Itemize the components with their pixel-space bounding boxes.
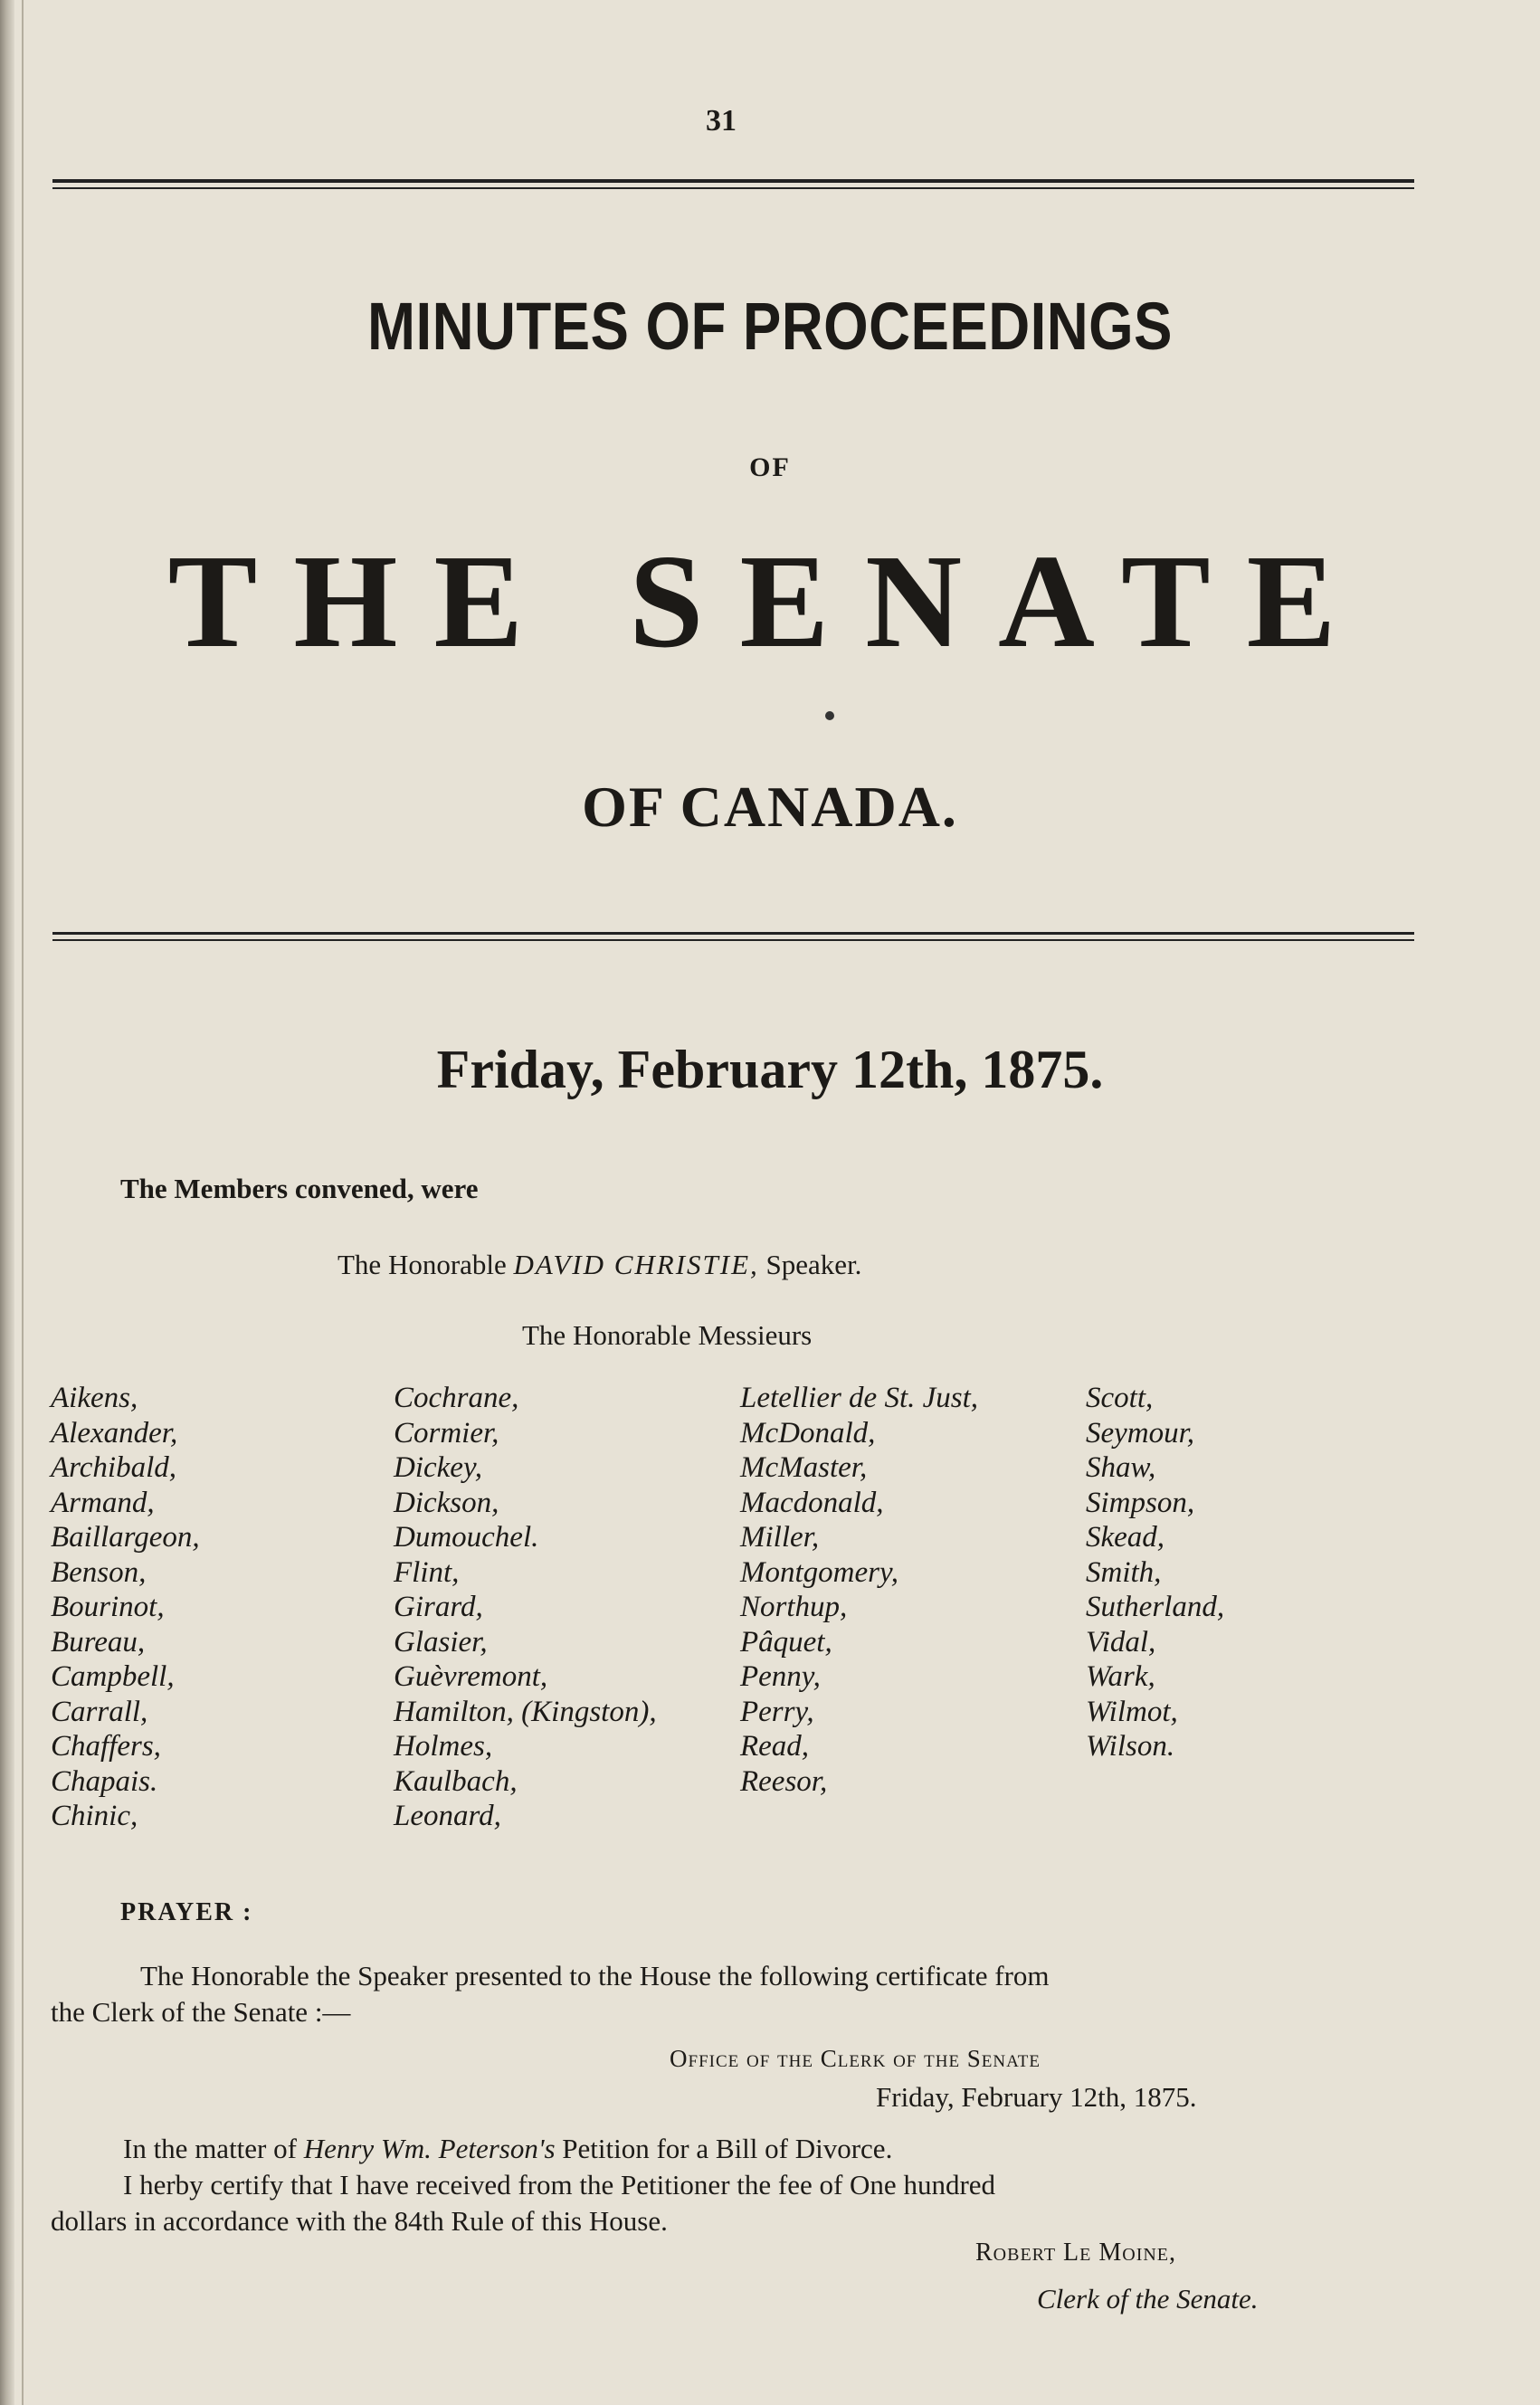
matter-line xyxy=(123,2130,892,2168)
member-name: Perry, xyxy=(740,1695,814,1728)
member-name: Hamilton, (Kingston), xyxy=(394,1695,657,1728)
member-name: Penny, xyxy=(740,1660,821,1693)
member-name: Cormier, xyxy=(394,1416,499,1450)
certify-line-2: dollars in accordance with the 84th Rule of this House. xyxy=(51,2205,668,2237)
top-rule-thin xyxy=(52,187,1414,189)
middle-rule-thin xyxy=(52,939,1414,941)
member-name: Flint, xyxy=(394,1555,460,1589)
member-name: Kaulbach, xyxy=(394,1764,518,1798)
member-name: Dickey, xyxy=(394,1451,483,1484)
member-name: Vidal, xyxy=(1086,1625,1156,1659)
matter-suffix: Petition for a Bill of Divorce. xyxy=(562,2133,893,2164)
ornament-dot xyxy=(825,711,834,720)
certify-line-1: I herby certify that I have received from the Petitioner the fee of One hundred xyxy=(123,2169,996,2201)
speaker-line xyxy=(337,1246,861,1284)
member-name: Chaffers, xyxy=(51,1730,161,1763)
member-name: Benson, xyxy=(51,1555,147,1589)
title-the-senate: THE SENATE xyxy=(167,528,1373,676)
members-column-4 xyxy=(1086,1381,1224,1764)
member-name: Bureau, xyxy=(51,1625,146,1659)
member-name: Chapais. xyxy=(51,1764,158,1798)
member-name: Girard, xyxy=(394,1591,483,1623)
member-name: Read, xyxy=(740,1730,810,1763)
speaker-prefix: The Honorable xyxy=(337,1249,507,1280)
members-column-1 xyxy=(51,1381,200,1834)
member-name: Carrall, xyxy=(51,1695,148,1728)
speaker-name: DAVID CHRISTIE, xyxy=(513,1249,759,1280)
matter-prefix: In the matter of xyxy=(123,2133,297,2164)
member-name: Armand, xyxy=(51,1486,155,1519)
book-spine-shadow xyxy=(0,0,14,2405)
page-number: 31 xyxy=(706,104,737,138)
member-name: Glasier, xyxy=(394,1625,488,1659)
member-name: Pâquet, xyxy=(740,1625,832,1659)
signer-title: Clerk of the Senate. xyxy=(1037,2283,1259,2315)
petitioner-name: Henry Wm. Peterson's xyxy=(303,2133,556,2164)
speaker-presented-line-2: the Clerk of the Senate :— xyxy=(51,1996,351,2028)
member-name: Dickson, xyxy=(394,1486,499,1519)
middle-rule-thick xyxy=(52,932,1414,935)
member-name: Sutherland, xyxy=(1086,1591,1225,1623)
member-name: Simpson, xyxy=(1086,1486,1195,1519)
date-heading: Friday, February 12th, 1875. xyxy=(436,1040,1104,1099)
title-minutes-of-proceedings: MINUTES OF PROCEEDINGS xyxy=(367,289,1173,364)
member-name: McMaster, xyxy=(740,1451,868,1484)
member-name: Shaw, xyxy=(1086,1451,1156,1484)
messieurs-heading: The Honorable Messieurs xyxy=(522,1319,813,1351)
prayer-heading: PRAYER : xyxy=(120,1898,253,1926)
member-name: Aikens, xyxy=(51,1382,138,1414)
member-name: Wilson. xyxy=(1086,1730,1175,1763)
members-convened-line: The Members convened, were xyxy=(120,1173,479,1204)
members-column-2 xyxy=(394,1381,657,1834)
member-name: Macdonald, xyxy=(740,1486,884,1519)
member-name: Scott, xyxy=(1086,1382,1154,1414)
member-name: Montgomery, xyxy=(740,1555,899,1589)
member-name: Reesor, xyxy=(740,1764,828,1798)
member-name: Smith, xyxy=(1086,1555,1162,1589)
top-rule-thick xyxy=(52,179,1414,183)
member-name: Bourinot, xyxy=(51,1591,165,1623)
book-spine-line xyxy=(22,0,24,2405)
member-name: Archibald, xyxy=(51,1451,177,1484)
member-name: Baillargeon, xyxy=(51,1521,200,1554)
office-of-clerk: Office of the Clerk of the Senate xyxy=(670,2045,1041,2072)
member-name: Wark, xyxy=(1086,1660,1155,1693)
members-column-3 xyxy=(740,1381,978,1799)
member-name: Skead, xyxy=(1086,1521,1165,1554)
member-name: Dumouchel. xyxy=(394,1521,539,1554)
member-name: Campbell, xyxy=(51,1660,175,1693)
member-name: Holmes, xyxy=(394,1730,493,1763)
member-name: Leonard, xyxy=(394,1800,501,1832)
speaker-presented-line-1: The Honorable the Speaker presented to the House the following certificate from xyxy=(140,1960,1050,1991)
member-name: Chinic, xyxy=(51,1800,138,1832)
member-name: Wilmot, xyxy=(1086,1695,1178,1728)
signer-name: Robert Le Moine, xyxy=(975,2239,1177,2267)
member-name: Letellier de St. Just, xyxy=(740,1382,979,1414)
member-name: Seymour, xyxy=(1086,1416,1195,1450)
member-name: Northup, xyxy=(740,1591,848,1623)
member-name: Guèvremont, xyxy=(394,1660,548,1693)
title-of-canada: OF CANADA. xyxy=(582,775,958,839)
title-of: OF xyxy=(749,452,791,482)
member-name: Alexander, xyxy=(51,1416,178,1450)
office-date: Friday, February 12th, 1875. xyxy=(876,2081,1197,2113)
speaker-suffix: Speaker. xyxy=(765,1249,862,1280)
member-name: McDonald, xyxy=(740,1416,876,1450)
member-name: Cochrane, xyxy=(394,1382,519,1414)
member-name: Miller, xyxy=(740,1521,820,1554)
